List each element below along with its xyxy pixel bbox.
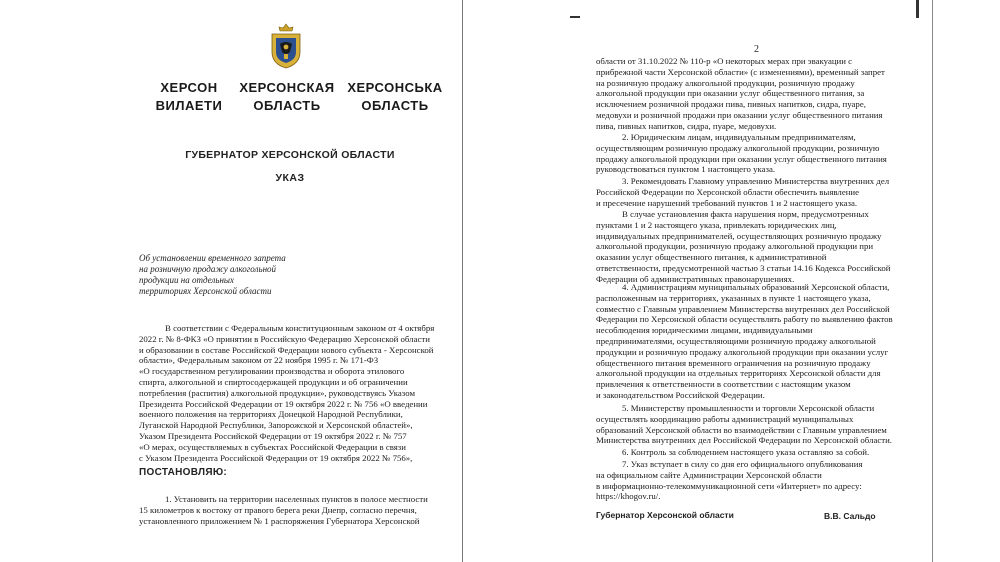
page-number: 2 xyxy=(754,44,759,55)
scan-mark xyxy=(916,0,919,18)
item-5-paragraph: 5. Министерству промышленности и торговли Херсонской области осуществлять координацию работы администраций муниципальных образований Херсонской области во взаимодействии с Главным управлением Министерства внутренних дел Российской Федерации по Херсонской области. xyxy=(596,403,893,446)
page-edge-line xyxy=(932,0,933,562)
item-3-liability-paragraph: В случае установления факта нарушения норм, предусмотренных пунктами 1 и 2 настоящего указа, привлекать юридических лиц, индивидуальных предпринимателей, осуществляющих розничную продажу алкогольной продукции, розничную продажу алкогольной продукции при оказании услуг общественного питания, к административной ответственности, предусмотренной частью 3 статьи 14.16 Кодекса Российской Федерации об административных правонарушениях. xyxy=(596,209,891,284)
scan-mark xyxy=(570,16,580,18)
preamble-paragraph: В соответствии с Федеральным конституционным законом от 4 октября 2022 г. № 8-ФКЗ «О принятии в Российскую Федерацию Херсонской области и образовании в составе Российской Федерации нового субъекта - Херсонской области», Федеральным законом от 22 ноября 1995 г. № 171-ФЗ «О государственном регулировании производства и оборота этилового спирта, алкогольной и спиртосодержащей продукции и об ограничении потребления (распития) алкогольной продукции», руководствуясь Указом Президента Российской Федерации от 19 октября 2022 г. № 756 «О введении военного положения на территориях Донецкой Народной Республики, Луганской Народной Республики, Запорожской и Херсонской областей», Указом Президента Российской Федерации от 19 октября 2022 г. № 757 «О мерах, осуществляемых в субъектах Российской Федерации в связи с Указом Президента Российской Федерации от 19 октября 2022 № 756», xyxy=(139,323,435,463)
item-7-paragraph: 7. Указ вступает в силу со дня его официального опубликования на официальном сайте Администрации Херсонской области в информационно-телекоммуникационной сети «Интернет» по адресу: https://khogov.ru/. xyxy=(596,459,863,502)
resolve-heading: ПОСТАНОВЛЯЮ: xyxy=(139,467,228,478)
decree-subject: Об установлении временного запрета на розничную продажу алкогольной продукции на отдельных территориях Херсонской области xyxy=(139,253,286,296)
header-crimean: ХЕРСОН ВИЛАЕТИ xyxy=(155,80,223,113)
item-2-paragraph: 2. Юридическим лицам, индивидуальным предпринимателям, осуществляющим розничную продажу алкогольной продукции, розничную продажу алкогольной продукции при оказании услуг общественного питания руководствоваться пунктом 1 настоящего указа. xyxy=(596,132,887,175)
item-1-paragraph: 1. Установить на территории населенных пунктов в полосе местности 15 километров к востоку от правого берега реки Днепр, согласно перечня, установленного приложением № 1 распоряжения Губернатора Херсонской xyxy=(139,494,428,526)
governor-title: ГУБЕРНАТОР ХЕРСОНСКОЙ ОБЛАСТИ xyxy=(185,149,395,161)
item-6-paragraph: 6. Контроль за соблюдением настоящего указа оставляю за собой. xyxy=(622,447,870,457)
page-divider xyxy=(462,0,463,562)
header-ukrainian: ХЕРСОНСЬКА ОБЛАСТЬ xyxy=(347,80,443,113)
item-1-continuation: области от 31.10.2022 № 110-р «О некоторых мерах при эвакуации с прибрежной части Херсонской области» (с изменениями), временный запрет на розничную продажу алкогольной продукции, розничную продажу алкогольной продукции при оказании услуг общественного питания, за исключением розничной продажи пива, пивных напитков, сидра, пуаре, медовухи и розничной продажи при оказании услуг общественного питания пива, пивных напитков, сидра, пуаре, медовухи. xyxy=(596,56,885,131)
decree-heading: УКАЗ xyxy=(275,172,305,184)
item-4-paragraph: 4. Администрациям муниципальных образований Херсонской области, расположенным на территориях, указанных в пункте 1 настоящего указа, совместно с Главным управлением Министерства внутренних дел Российской Федерации по Херсонской области осуществлять работу по выявлению фактов несоблюдения юридическими лицами, индивидуальными предпринимателями, осуществляющими розничную продажу алкогольной продукции и розничную продажу алкогольной продукции при оказании услуг общественного питания временного ограничения на розничную продажу алкогольной продукции на отдельных территориях Херсонской области для привлечения к ответственности в соответствии с настоящим указом и законодательством Российской Федерации. xyxy=(596,282,893,400)
coat-of-arms-icon xyxy=(266,22,306,70)
signature-title: Губернатор Херсонской области xyxy=(596,510,734,520)
item-3-paragraph: 3. Рекомендовать Главному управлению Министерства внутренних дел Российской Федерации по Херсонской области обеспечить выявление и пресечение нарушений требований пунктов 1 и 2 настоящего указа. xyxy=(596,176,890,208)
right-page xyxy=(500,0,1000,562)
header-russian: ХЕРСОНСКАЯ ОБЛАСТЬ xyxy=(239,80,335,113)
signature-name: В.В. Сальдо xyxy=(824,511,876,521)
